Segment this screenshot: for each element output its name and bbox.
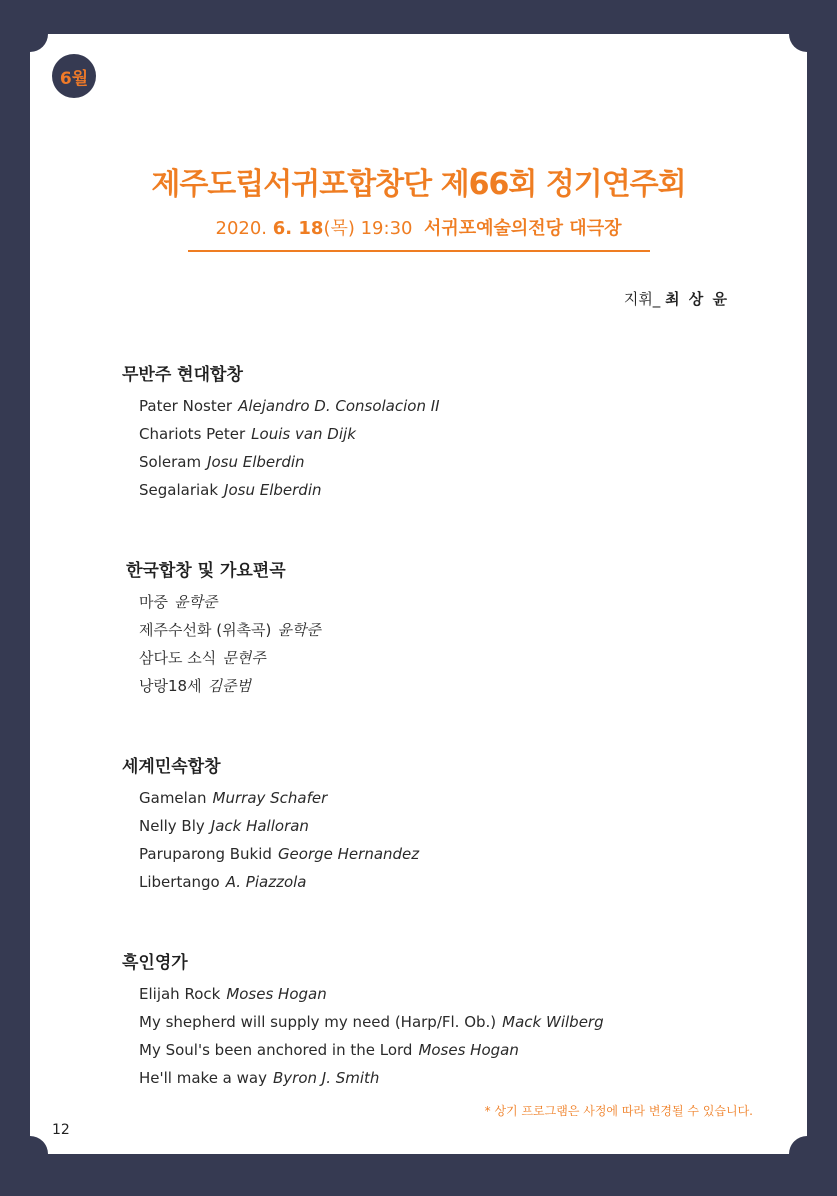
composer-name: 김준범: [207, 677, 252, 695]
program-section: [122, 948, 604, 1092]
piece-title: 삼다도 소식: [139, 649, 217, 667]
list-item: [139, 840, 419, 868]
list-item: [139, 1064, 604, 1092]
piece-title: 제주수선화 (위촉곡): [139, 621, 272, 639]
date-day: 6. 18: [272, 218, 324, 239]
piece-title: My Soul's been anchored in the Lord: [139, 1041, 413, 1059]
composer-name: Josu Elberdin: [224, 481, 322, 499]
title-divider: [188, 250, 650, 252]
list-item: [139, 476, 440, 504]
list-item: [139, 1008, 604, 1036]
list-item: [139, 812, 419, 840]
piece-title: Segalariak: [139, 481, 219, 499]
list-item: [139, 784, 419, 812]
list-item: [139, 448, 440, 476]
program-section: [122, 752, 419, 896]
piece-title: 낭랑18세: [139, 677, 202, 695]
month-badge: 6월: [52, 54, 96, 98]
piece-title: Nelly Bly: [139, 817, 205, 835]
composer-name: Louis van Dijk: [251, 425, 356, 443]
program-change-note: * 상기 프로그램은 사정에 따라 변경될 수 있습니다.: [484, 1104, 753, 1118]
date-prefix: 2020.: [215, 218, 273, 239]
corner-notch: [789, 1136, 825, 1172]
piece-title: He'll make a way: [139, 1069, 267, 1087]
concert-subtitle: [30, 214, 807, 240]
list-item: [139, 868, 419, 896]
composer-name: 윤학준: [277, 621, 321, 639]
composer-name: George Hernandez: [277, 845, 420, 863]
piece-title: Soleram: [139, 453, 202, 471]
conductor-label: 지휘_: [623, 290, 666, 308]
date-time: (목) 19:30: [323, 218, 413, 239]
composer-name: Byron J. Smith: [272, 1069, 380, 1087]
composer-name: Moses Hogan: [418, 1041, 519, 1059]
conductor-credit: [624, 288, 729, 309]
list-item: [139, 980, 604, 1008]
piece-title: Elijah Rock: [139, 985, 221, 1003]
piece-title: My shepherd will supply my need (Harp/Fl. Ob.): [139, 1013, 497, 1031]
piece-title: 마중: [139, 593, 168, 611]
venue: 서귀포예술의전당 대극장: [423, 218, 622, 239]
list-item: [139, 616, 321, 644]
corner-notch: [12, 16, 48, 52]
list-item: [139, 588, 321, 616]
section-heading: 세계민속합창: [122, 757, 221, 777]
composer-name: Alejandro D. Consolacion II: [238, 397, 440, 415]
section-heading: 흑인영가: [122, 953, 188, 973]
piece-title: Gamelan: [139, 789, 207, 807]
section-heading: 무반주 현대합창: [122, 365, 243, 385]
composer-name: Mack Wilberg: [502, 1013, 604, 1031]
list-item: [139, 1036, 604, 1064]
piece-title: Pater Noster: [139, 397, 233, 415]
conductor-name: 최 상 윤: [665, 290, 729, 308]
composer-name: 윤학준: [173, 593, 218, 611]
composer-name: Murray Schafer: [212, 789, 328, 807]
list-item: [139, 420, 440, 448]
corner-notch: [12, 1136, 48, 1172]
piece-title: Chariots Peter: [139, 425, 246, 443]
piece-title: Libertango: [139, 873, 220, 891]
program-section: [122, 360, 440, 504]
concert-title: 제주도립서귀포합창단 제66회 정기연주회: [151, 167, 686, 202]
program-page: [30, 34, 807, 1154]
composer-name: 문현주: [222, 649, 266, 667]
list-item: [139, 644, 321, 672]
corner-notch: [789, 16, 825, 52]
list-item: [139, 392, 440, 420]
page-number: 12: [52, 1122, 70, 1138]
section-heading: 한국합창 및 가요편곡: [126, 561, 286, 581]
piece-title: Paruparong Bukid: [139, 845, 272, 863]
composer-name: Josu Elberdin: [207, 453, 305, 471]
composer-name: Jack Halloran: [210, 817, 309, 835]
composer-name: Moses Hogan: [226, 985, 327, 1003]
list-item: [139, 672, 321, 700]
composer-name: A. Piazzola: [225, 873, 307, 891]
program-section: [126, 556, 321, 700]
